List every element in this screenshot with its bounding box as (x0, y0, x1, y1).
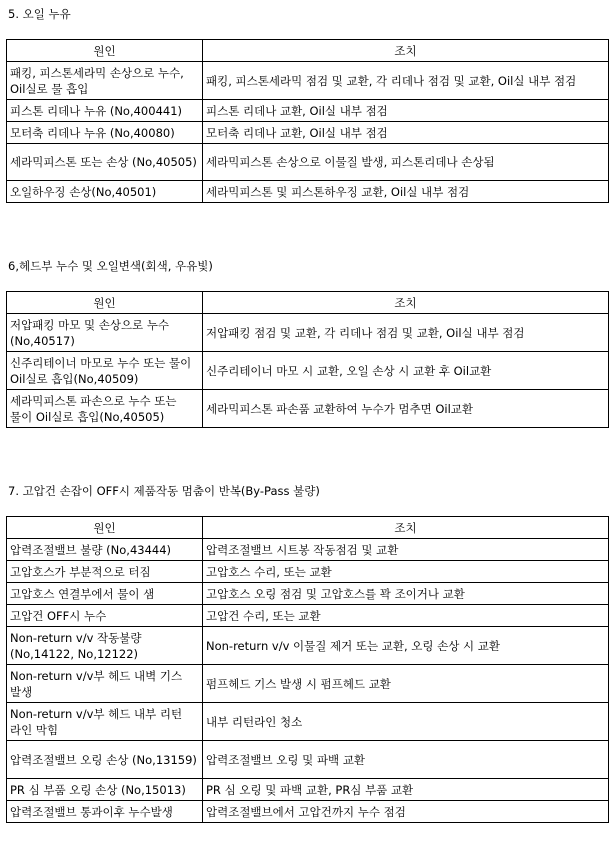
table-row (7, 122, 609, 144)
table-header-row (7, 40, 609, 62)
table-row (7, 62, 609, 100)
action-cell: 저압패킹 점검 및 교환, 각 리데나 점검 및 교환, Oil실 내부 점검 (203, 314, 609, 352)
troubleshoot-table (6, 291, 609, 428)
header-action: 조치 (203, 40, 609, 62)
action-cell: 고압호스 수리, 또는 교환 (203, 561, 609, 583)
cause-cell: 압력조절밸브 오링 손상 (No,13159) (7, 741, 203, 779)
action-cell: 압력조절밸브 오링 및 파백 교환 (203, 741, 609, 779)
action-cell: 세라믹피스톤 손상으로 이물질 발생, 피스톤리데나 손상됨 (203, 144, 609, 181)
table-row (7, 144, 609, 181)
cause-cell: Non-return v/v부 헤드 내부 리턴 라인 막힘 (7, 703, 203, 741)
action-cell: 피스톤 리데나 교환, Oil실 내부 점검 (203, 100, 609, 122)
cause-cell: 저압패킹 마모 및 손상으로 누수 (No,40517) (7, 314, 203, 352)
action-cell: 모터축 리데나 교환, Oil실 내부 점검 (203, 122, 609, 144)
table-row (7, 100, 609, 122)
action-cell: 압력조절밸브에서 고압건까지 누수 점검 (203, 801, 609, 823)
table-row (7, 181, 609, 203)
action-cell: 세라믹피스톤 파손품 교환하여 누수가 멈추면 Oil교환 (203, 390, 609, 428)
cause-cell: PR 심 부품 오링 손상 (No,15013) (7, 779, 203, 801)
table-row (7, 561, 609, 583)
cause-cell: 세라믹피스톤 파손으로 누수 또는 물이 Oil실로 흡입(No,40505) (7, 390, 203, 428)
table-header-row (7, 292, 609, 314)
cause-cell: 모터축 리데나 누유 (No,40080) (7, 122, 203, 144)
cause-cell: 압력조절밸브 불량 (No,43444) (7, 539, 203, 561)
table-row (7, 583, 609, 605)
cause-cell: 패킹, 피스톤세라믹 손상으로 누수, Oil실로 물 흡입 (7, 62, 203, 100)
cause-cell: 신주리테이너 마모로 누수 또는 물이 Oil실로 흡입(No,40509) (7, 352, 203, 390)
cause-cell: 고압호스 연결부에서 물이 샘 (7, 583, 203, 605)
header-cause: 원인 (7, 517, 203, 539)
header-action: 조치 (203, 517, 609, 539)
table-row (7, 539, 609, 561)
troubleshoot-table (6, 516, 609, 823)
section-title: 5. 오일 누유 (8, 7, 71, 21)
action-cell: 고압건 수리, 또는 교환 (203, 605, 609, 627)
action-cell: 세라믹피스톤 및 피스톤하우징 교환, Oil실 내부 점검 (203, 181, 609, 203)
table-row (7, 605, 609, 627)
action-cell: PR 심 오링 및 파백 교환, PR심 부품 교환 (203, 779, 609, 801)
cause-cell: 고압건 OFF시 누수 (7, 605, 203, 627)
cause-cell: 압력조절밸브 통과이후 누수발생 (7, 801, 203, 823)
section-title: 7. 고압건 손잡이 OFF시 제품작동 멈춤이 반복(By-Pass 불량) (8, 484, 320, 498)
header-cause: 원인 (7, 292, 203, 314)
table-row (7, 352, 609, 390)
action-cell: 압력조절밸브 시트봉 작동점검 및 교환 (203, 539, 609, 561)
cause-cell: Non-return v/v부 헤드 내벽 기스 발생 (7, 665, 203, 703)
table-row (7, 703, 609, 741)
cause-cell: Non-return v/v 작동불량 (No,14122, No,12122) (7, 627, 203, 665)
table-row (7, 779, 609, 801)
header-cause: 원인 (7, 40, 203, 62)
table-row (7, 390, 609, 428)
table-header-row (7, 517, 609, 539)
action-cell: 고압호스 오링 점검 및 고압호스를 꽉 조이거나 교환 (203, 583, 609, 605)
action-cell: 패킹, 피스톤세라믹 점검 및 교환, 각 리데나 점검 및 교환, Oil실 내부 점검 (203, 62, 609, 100)
cause-cell: 세라믹피스톤 또는 손상 (No,40505) (7, 144, 203, 181)
table-row (7, 741, 609, 779)
action-cell: 신주리테이너 마모 시 교환, 오일 손상 시 교환 후 Oil교환 (203, 352, 609, 390)
cause-cell: 고압호스가 부분적으로 터짐 (7, 561, 203, 583)
action-cell: 펌프헤드 기스 발생 시 펌프헤드 교환 (203, 665, 609, 703)
table-row (7, 314, 609, 352)
troubleshoot-table (6, 39, 609, 203)
cause-cell: 오일하우징 손상(No,40501) (7, 181, 203, 203)
section-title: 6,헤드부 누수 및 오일변색(회색, 우유빛) (8, 259, 213, 273)
cause-cell: 피스톤 리데나 누유 (No,400441) (7, 100, 203, 122)
header-action: 조치 (203, 292, 609, 314)
table-row (7, 627, 609, 665)
action-cell: Non-return v/v 이물질 제거 또는 교환, 오링 손상 시 교환 (203, 627, 609, 665)
action-cell: 내부 리턴라인 청소 (203, 703, 609, 741)
table-row (7, 801, 609, 823)
table-row (7, 665, 609, 703)
